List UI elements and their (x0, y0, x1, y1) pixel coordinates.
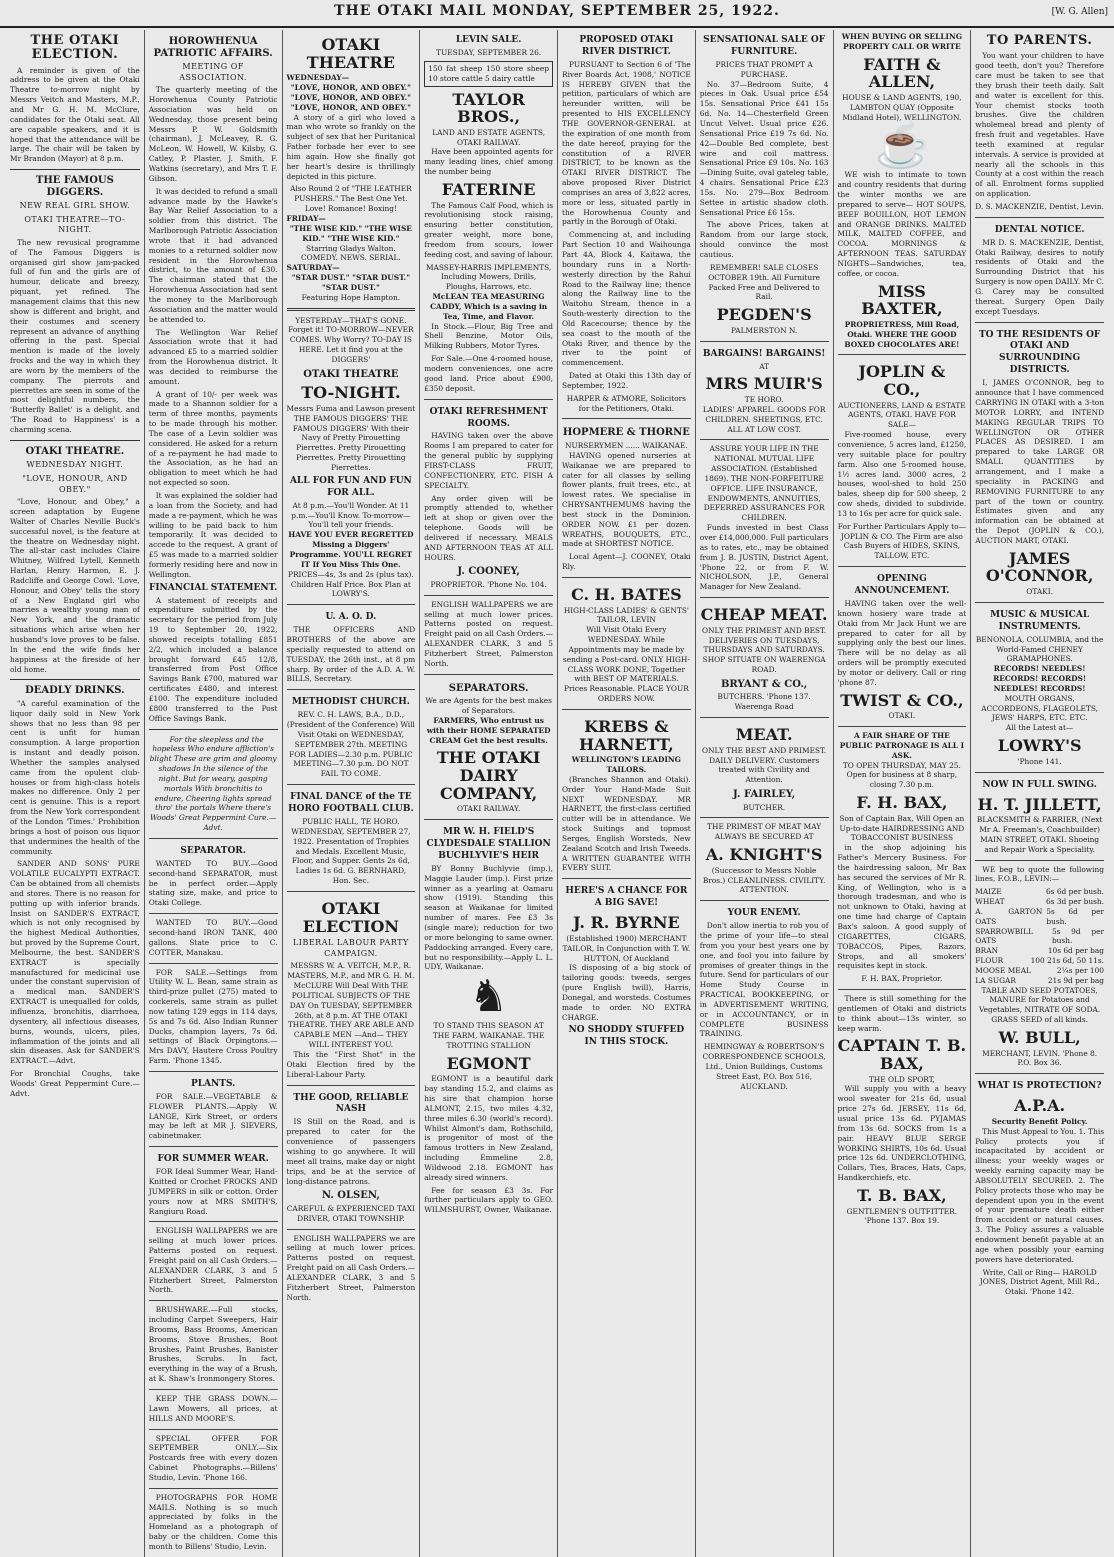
friday-feature: "THE WISE KID." "THE WISE KID." "THE WISE KID." (289, 223, 412, 243)
deadly-drinks-heading: DEADLY DRINKS. (25, 685, 125, 697)
bull-text: WE beg to quote the following lines, F.O.B., LEVIN:— (975, 864, 1104, 884)
financial-paragraph: A statement of receipts and expenditure submitted by the secretary for the period from July 19 to September 20, 1922, showed receipts totalling £851 2/2, which included a balance brought forward £45 12/8, transferred from Post Office Savings Bank £700, matured war certificates £480, and interest £100. The expenditure included £800 transferred to the Post Office Savings Bank. (148, 595, 278, 723)
byrne-name: J. R. BYRNE (573, 913, 680, 933)
friday-star: Starring Gladys Walton. COMEDY. NEWS. SERIAL. (301, 243, 401, 263)
masthead (0, 0, 1114, 28)
masthead-right: [W. G. Allen] (1051, 7, 1108, 17)
egmont-text: EGMONT is a beautiful dark bay standing 15.2, and claims as his sire that champion horse ALMONT, 2.15, two miles 4.32, three miles 6.30 (world's record). Whilst Almont's dam, Rothschild, is progenitor of most of the famous trotters in New Zealand, including Emmeline 2.8, Wildwood 2.18. EGMONT has already sired winners. (424, 1074, 553, 1182)
organs-text: MOUTH ORGANS, ACCORDEONS, FLAGEOLETS, JEWS' HARPS, ETC. ETC. (981, 693, 1098, 723)
furniture-heading: SENSATIONAL SALE OF FURNITURE. (703, 35, 826, 57)
meat-advert (700, 717, 829, 812)
bull-advert (975, 860, 1104, 1069)
parents-heading: TO PARENTS. (986, 33, 1093, 48)
apa-sub: Security Benefit Policy. (991, 1116, 1088, 1126)
bull-foot: TABLE AND SEED POTATOES, MANURE for Potatoes and Vegetables, NITRATE OF SODA. GRASS SEED of all kinds. (979, 985, 1101, 1025)
tonight-heading: TO-NIGHT. (301, 383, 401, 403)
brushware-text: BRUSHWARE.—Full stocks, including Carpet Sweepers, Hair Brooms, Bass Brooms, American Brooms, Stove Brushes, Boot Brushes, Paint Brushes, Banister Brushes, Scrubs. In fact, everything in the way of a Brush, at K. Shaw's Ironmongery Stores. (148, 1305, 278, 1384)
bull-price-list (975, 887, 1104, 985)
brushware-advert (149, 1300, 278, 1384)
patriotic-paragraph-2: It was decided to refund a small advance made by the Hawke's Bay War Relief Association to a soldier from this district. The Marlborough Patriotic Association wrote that it had advanced monies to a returned soldier now resident in the Horowhenua district, to the amount of £30. The chairman stated that the Horowhenua Association had sent the money to the Marlborough Association and the matter would be attended to. (148, 186, 278, 324)
separator-heading: SEPARATOR. (180, 845, 246, 856)
refreshment-text: HAVING taken over the above Rooms I am prepared to cater for the general public by supplying FIRST-CLASS FRUIT, CONFECTIONERY, ETC. FISH A SPECIALTY. (424, 431, 553, 490)
refreshment-heading: OTAKI REFRESHMENT ROOMS. (429, 406, 548, 429)
separator-advert (149, 838, 278, 908)
furniture-text-2: The above Prices, taken at Random from our large stock, should convince the most cautious. (699, 220, 829, 259)
residents-heading: TO THE RESIDENTS OF OTAKI AND SURROUNDING DISTRICTS. (978, 329, 1101, 376)
taylor-sub: LAND AND ESTATE AGENTS, OTAKI RAILWAY. (432, 127, 546, 147)
knight-sub: (Successor to Messrs Noble Bros.) CLEANLINESS. CIVILITY. ATTENTION. (702, 865, 826, 895)
jillett-advert (975, 772, 1104, 855)
apa-question: WHAT IS PROTECTION? (977, 1081, 1102, 1092)
meat-heading: MEAT. (735, 725, 793, 745)
price-row (975, 927, 1104, 947)
river-district-heading: PROPOSED OTAKI RIVER DISTRICT. (579, 35, 674, 57)
price-item: MAIZE (975, 887, 1002, 897)
wallpaper-text-3: ENGLISH WALLPAPERS we are selling at much lower prices. Patterns posted on request. Freight paid on all Cash Orders.—ALEXANDER CLARK, 3 and 5 Fitzherbert Street, Palmerston North. (424, 599, 553, 668)
bax-patronage: A FAIR SHARE OF THE PUBLIC PATRONAGE IS ALL I ASK. (839, 731, 965, 760)
knight-pre: THE PRIMEST OF MEAT MAY ALWAYS BE SECURED AT (707, 822, 822, 842)
bryant-name: BRYANT & CO., (720, 678, 808, 690)
theatre-quote: "LOVE, HONOUR, AND OBEY." (22, 473, 128, 494)
separators-text: We are Agents for the best makes of Separators. (425, 696, 552, 716)
dairy-sub: OTAKI RAILWAY. (456, 804, 521, 814)
meat-text: ONLY THE BEST AND PRIMEST. DAILY DELIVERY. Customers treated with Civility and Attention. (702, 745, 827, 785)
egmont-fee: Fee for season £3 3s. For further particulars apply to GEO. WILMSHURST, Owner, Waikanae. (424, 1185, 553, 1215)
bates-advert (562, 577, 691, 704)
joplin-advert (838, 354, 967, 561)
price-value: 100 21s 6d, 50 11s. (1030, 956, 1104, 966)
captain-foot-2: GENTLEMEN'S OUTFITTER. 'Phone 137. Box 19. (846, 1206, 958, 1226)
oconnor-advert (975, 322, 1104, 597)
saturday-feature: "STAR DUST." "STAR DUST." "STAR DUST." (291, 273, 411, 292)
forsale-text: For Sale.—One 4-roomed house, modern conveniences, one acre good land. Price about £900, £350 deposit. (424, 354, 553, 393)
election-article: A reminder is given of the address to be given at the Otaki Theatre to-morrow night by Messrs Veitch and Masters, M.P., and Mr G. H. M. McClure, candidates for the Otaki seat. All are capable speakers, and it is hoped that the attendance will be large. The chair will be taken by Mr Brandon (Mayor) at 8 p.m. (10, 65, 140, 164)
tonight-text: Messrs Fuma and Lawson present THE FAMOUS DIGGERS' THE FAMOUS DIGGERS' With their Navy of Pretty Pirouetting Pierrettes. Pretty Pirouetting Pierrettes. Pretty Pirouetting Pierrettes. (286, 403, 416, 472)
bates-name: C. H. BATES (571, 584, 682, 604)
farmers-text: FARMERS, Who entrust us with their HOME SEPARATED CREAM Get the best results. (426, 715, 551, 745)
separators-heading: SEPARATORS. (448, 682, 529, 694)
twist-name: TWIST & CO., (840, 690, 964, 710)
insurance-advert (700, 439, 829, 592)
captain-bax-advert (838, 989, 967, 1226)
baxter-text: WE wish to intimate to town and country residents that during the winter months we are prepared to serve— HOT SOUPS, BEEF BOUILLON, HOT LEMON and ORANGE DRINKS. MALTED MILK, MALTED COFFEE, and COCOA. MORNINGS & AFTERNOON TEAS. SATURDAY NIGHTS—Sandwiches, tea, coffee, or cocoa. (837, 170, 967, 278)
krebs-advert (562, 709, 691, 873)
woods-footnote: For Bronchial Coughs, take Woods' Great Peppermint Cure.—Advt. (10, 1069, 140, 1098)
bargains-heading: BARGAINS! BARGAINS! (702, 348, 826, 359)
baxter-sub: PROPRIETRESS, Mill Road, Otaki. WHERE THE GOOD BOXED CHOCOLATES ARE! (844, 319, 960, 349)
patriotic-paragraph-3: The Wellington War Relief Association wrote that it had advanced £5 to a married soldier from the Horowhenua district. It was decided to reimburse the amount. (148, 327, 278, 386)
price-item: BRAN (975, 946, 999, 956)
enemy-advert (700, 900, 829, 1091)
price-row (975, 887, 1104, 897)
faterine-text: The Famous Calf Food, which is revolutionising stock raising, ensuring better constitution, greater weight, more bone, freedom from scours, lower feeding cost, and saving of labour. (424, 200, 553, 259)
captain-pre: There is still something for the gentlemen of Otaki and districts to think about—13s winter, so keep warm. (837, 994, 967, 1033)
election-advert-foot: This the "First Shot" in the Otaki Election fired by the Liberal-Labour Party. (286, 1049, 416, 1079)
election-advert-heading: OTAKI ELECTION (302, 898, 400, 936)
plants-text: FOR SALE.—VEGETABLE & FLOWER PLANTS.—Apply W. LANGE, Kirk Street, or orders may be left at MR J. SIEVERS, cabinetmaker. (148, 1091, 278, 1141)
taylor-text: Have been appointed agents for many leading lines, chief among the number being (424, 147, 553, 177)
column-6 (695, 30, 833, 1557)
cooney-name: J. COONEY, (457, 566, 520, 578)
krebs-sub: WELLINGTON'S LEADING TAILORS. (571, 755, 681, 774)
wednesday-label: WEDNESDAY— (286, 73, 350, 83)
uaod-advert (287, 604, 416, 684)
massey-text: MASSEY-HARRIS IMPLEMENTS, Including Mowers, Drills, Ploughs, Harrows, etc. (425, 262, 552, 292)
oconnor-sub: OTAKI. (1026, 586, 1053, 596)
dental-heading: DENTAL NOTICE. (994, 224, 1085, 235)
bax-text: in the shop adjoining his Father's Mercery Business. For the hairdressing saloon, Mr Bax has secured the services of Mr R. King, of Wellington, who is a thorough tradesman, and who is not unknown to Otaki, having at one time had charge of Captain Bax's saloon. A good supply of CIGARETTES, CIGARS, TOBACCOS, Pipes, Razors, Strops, and all smokers' requisites kept in stock. (837, 843, 967, 971)
egmont-pre: TO STAND THIS SEASON AT THE FARM, WAIKANAE. THE TROTTING STALLION (432, 1021, 545, 1050)
sander-advert: SANDER AND SONS' PURE VOLATILE EUCALYPTI EXTRACT. Can be obtained from all chemists and stores. There is no reason for putting up with inferior brands. Insist on SANDER'S EXTRACT, which is not only recognised by the highest Medical Authorities, but proved by the Supreme Court, Melbourne, the best. SANDER'S EXTRACT is specially manufactured for medicinal use under the constant supervision of a medical man. SANDER'S EXTRACT is unequalled for colds, influenza, bronchitis, diarrhoea, dysentery, all infectious diseases, burns, wounds, ulcers, piles, inflammation of the joints and all skin diseases. Ask for SANDER'S EXTRACT.—Advt. (10, 859, 140, 1066)
faith-sub: HOUSE & LAND AGENTS, 190, LAMBTON QUAY (Opposite Midland Hotel), WELLINGTON. (842, 92, 962, 122)
dental-advert (975, 217, 1104, 317)
patriotic-paragraph-5: It was explained the soldier had a loan from the Society, and had made a re-payment, which he was willing to be paid back to him temporarily. It was decided to accede to the request. A grant of £5 was made to a married soldier formerly residing here and now in Wellington. (148, 491, 278, 579)
prices-text: PRICES—4s, 3s and 2s (plus tax). Children Half Price. Box Plan at LOWRY'S. (288, 569, 414, 599)
separator-text: WANTED TO BUY.—Good second-hand SEPARATOR, must be in perfect order.—Apply stating size, make, and price to Otaki College. (148, 858, 278, 908)
price-value: 2¼s per 100 (1056, 965, 1104, 975)
muir-sub: TE HORO. (744, 395, 784, 405)
refreshment-advert (424, 399, 553, 590)
column-4 (419, 30, 557, 1557)
jillett-name: H. T. JILLETT, (977, 794, 1102, 814)
bull-sub: MERCHANT, LEVIN. 'Phone 8. P.O. Box 36. (982, 1048, 1098, 1068)
river-district-signature: HARPER & ATMORE, Solicitors for the Petitioners, Otaki. (566, 393, 686, 413)
column-1 (6, 30, 144, 1557)
mclean-text: McLEAN TEA MEASURING CADDY, Which is a saving in Tea, Time, and Flavor. (430, 292, 548, 321)
pegden-name: PEGDEN'S (716, 305, 812, 325)
twist-sub: OTAKI. (888, 711, 916, 721)
election-heading: THE OTAKI ELECTION. (30, 33, 120, 63)
river-district-text-2: Commencing at, and including Part Section 10 and Waihounga Part 4A, Block 4, Kaitawa, the boundary runs in a North-westerly direction by the Rahui Road to the Railway line; thence along the Railway line to the Waitohu Stream, thence in a South-westerly direction to the Old Racecourse; thence by the sea coast to the mouth of the Otaki River, and thence by the river to the point of commencement. (562, 230, 691, 368)
wallpaper-advert-2 (287, 1229, 416, 1303)
diggers-heading: THE FAMOUS DIGGERS. (35, 175, 114, 198)
furniture-text: No. 37—Bedroom Suite, 4 pieces in Oak. Usual price £54 15s. Sensational Price £41 15s 6d. No. 14—Chesterfield Green Uncut Velvet. Usual price £26. Sensational Price £19 7s 6d. No. 42—Double Bed complete, best wire and coil mattress. Sensational Price £9 10s. No. 163—Dining Suite, oval gateleg table, 4 chairs. Sensational Price £23 15s. No. 279—Box Bedroom Settee in artistic shadow cloth. Sensational Price £6 15s. (699, 79, 829, 217)
election-advert (287, 891, 416, 1080)
methodist-heading: METHODIST CHURCH. (291, 697, 410, 708)
otaki-theatre-heading: OTAKI THEATRE (306, 35, 395, 72)
settings-text: FOR SALE.—Settings from Utility W. L. Bean, same strain as third-prize pullet (275) mated to cockerels, same strain as pullet now tating 129 eggs in 114 days, 5s and 7s 6d. Also Indian Runner Ducks, champion layers, 7s 6d. settings of Black Orpingtons.—Mrs DAVY, Hautere Cross Poultry Farm. 'Phone 1345. (148, 967, 278, 1066)
furniture-remember: REMEMBER! SALE CLOSES OCTOBER 19th. All Furniture Packed Free and Delivered to Rail. (708, 262, 821, 302)
bates-sub: HIGH-CLASS LADIES' & GENTS' TAILOR, LEVIN (563, 605, 689, 625)
hopmere-agent: Local Agent—J. COONEY, Otaki Rly. (562, 552, 691, 572)
joplin-name: JOPLIN & CO., (858, 362, 946, 399)
apa-foot: Write, Call or Ring— HAROLD JONES, District Agent, Mill Rd., Otaki. 'Phone 142. (979, 1267, 1100, 1297)
byrne-foot: NO SHODDY STUFFED IN THIS STOCK. (568, 1025, 685, 1048)
olsen-sub: CAREFUL & EXPERIENCED TAXI DRIVER, OTAKI TOWNSHIP. (286, 1203, 415, 1223)
levin-sale-stock: 150 fat sheep 150 store sheep 10 store cattle 5 dairy cattle (424, 61, 553, 87)
records-text: RECORDS! NEEDLES! RECORDS! RECORDS! NEEDLES! RECORDS! (993, 664, 1087, 693)
price-value: 21s 9d per bag (1047, 975, 1104, 985)
joplin-text: Five-roomed house, every convenience, 5 acres land, £1250, very suitable place for poultry farm. Also one 5-roomed house, 1½ acres land. 3000 acres, 2 houses, wool-shed to hold 250 bales, sheep dip for 500 sheep, 2 cow sheds, divided to subdivide. 13 to 16s per acre for quick sale. (837, 430, 967, 518)
theatre-article: "Love, Honour, and Obey," a screen adaptation by Eugene Walter of Charles Neville Buck's successful novel, is the feature at the theatre on Wednesday night. The all-star cast includes Claire Whitney, Wilfred Lytell, Kenneth Harlan, Henry Harmon, E. J. Radcliffe and George Cowl. 'Love, Honour, and Obey' tells the story of a New England girl who marries a wealthy young man of New York, and the dramatic situations which arise when her husband's love proves to be false. In the end the wife finds her happiness at the fireside of her old home. (10, 497, 140, 674)
uaod-heading: U. A. O. D. (325, 612, 377, 623)
stallion-text: BY Bonny Buchlyvie (imp.), Maggie Lauder (imp.). First prize winner as a yearling at Oamaru show (1919). Standing this season at Waikanae for limited number of mares. Fee £3 3s (single mare); reduction for two or more belonging to same owner. Paddocking arranged. Every care, but no responsibility.—Apply L. L. UDY, Waikanae. (424, 863, 553, 972)
parents-signature: D. S. MACKENZIE, Dentist, Levin. (975, 201, 1104, 211)
woods-verse: For the sleepless and the hopeless Who endure affliction's blight These are grim and gloomy shadows In the silence of the night. But for weary, gasping mortals With bronchitis to endure, Cheering lights spread thro' the portals Where there's Woods' Great Peppermint Cure.—Advt. (149, 734, 277, 833)
muir-at: AT (759, 361, 770, 371)
iron-tank-advert (149, 913, 278, 957)
bax-advert (838, 726, 967, 984)
yesterday-text: YESTERDAY—THAT'S GONE. Forget it! TO-MORROW—NEVER COMES. Why Worry? TO-DAY IS HERE. Let it find you at the DIGGERS' (288, 315, 414, 364)
column-3 (282, 30, 420, 1557)
plants-heading: PLANTS. (190, 1078, 236, 1089)
latest-text: All the Latest at— (1005, 723, 1074, 733)
opening-heading: OPENING ANNOUNCEMENT. (854, 574, 950, 597)
olsen-name: N. OLSEN, (321, 1190, 380, 1202)
election-advert-sub: LIBERAL LABOUR PARTY CAMPAIGN. (292, 938, 409, 958)
refreshment-text-2: Any order given will be promptly attended to, whether left at shop or given over the telephone. Goods will be delivered if necessary. MEALS AND AFTERNOON TEAS AT ALL HOURS. (424, 493, 553, 562)
lowry-phone: 'Phone 141. (1017, 756, 1062, 766)
fun-lines: At 8 p.m.—You'll Wonder. At 11 p.m.—You'll Know. To-morrow—You'll tell your friends. (291, 500, 411, 530)
byrne-pre: HERE'S A CHANCE FOR A BIG SAVE! (565, 886, 688, 909)
captain-name: CAPTAIN T. B. BAX, (837, 1036, 967, 1074)
fun-heading: ALL FOR FUN AND FUN FOR ALL. (289, 475, 412, 498)
hopmere-sub: NURSERYMEN ...... WAIKANAE. (565, 440, 688, 450)
bax-open: TO OPEN THURSDAY, MAY 25. Open for business at 8 sharp, closing 7.30 p.m. (842, 760, 961, 790)
muir-text: LADIES' APPAREL. GOODS FOR CHILDREN. SHEETINGS, ETC. ALL AT LOW COST. (702, 404, 826, 434)
hopmere-heading: HOPMERE & THORNE (562, 427, 690, 439)
patriotic-heading: HOROWHENUA PATRIOTIC AFFAIRS. (153, 36, 273, 59)
wednesday-feature: "LOVE, HONOR, AND OBEY." "LOVE, HONOR, AND OBEY." "LOVE, HONOR, AND OBEY." (290, 83, 412, 112)
uaod-text: THE OFFICERS AND BROTHERS of the above are specially requested to attend on TUESDAY, the 26th inst., at 8 pm sharp. By order of the A.D. A. W. BILLS, Secretary. (286, 625, 416, 684)
bax-proprietor: F. H. BAX, Proprietor. (861, 974, 943, 984)
photographs-advert (149, 1488, 278, 1552)
price-row (975, 976, 1104, 986)
column-7 (833, 30, 971, 1557)
baxter-name: MISS BAXTER, (861, 281, 943, 319)
oconnor-text: I, JAMES O'CONNOR, beg to announce that I have commenced CARRYING IN OTAKI with a 3-ton MOTOR LORRY, and INTEND MAKING REGULAR TRIPS TO WELLINGTON OR OTHER PLACES AS DESIRED. I am prepared to take LARGE OR SMALL QUANTITIES by arrangement, and I make a speciality in PACKING and REMOVING FURNITURE to any part of the town or country. Estimates given and any information can be obtained at the Depot (JOPLIN & CO.), AUCTION MART, OTAKI. (975, 378, 1104, 545)
nash-text: IS Still on the Road, and is prepared to cater for the convenience of passengers wishing to go anywhere. It will meet all trains, make day or night trips, and be at the service of long-distance patrons. (286, 1117, 416, 1186)
special-offer-advert (149, 1429, 278, 1483)
byrne-advert (562, 878, 691, 1049)
muir-advert (700, 341, 829, 435)
faterine-heading: FATERINE (441, 179, 536, 199)
price-row (975, 966, 1104, 976)
methodist-advert (287, 689, 416, 779)
patriotic-subheading: MEETING OF ASSOCIATION. (179, 62, 248, 82)
pegden-sub: PALMERSTON N. (730, 325, 798, 335)
dance-text: PUBLIC HALL, TE HORO. WEDNESDAY, SEPTEMBER 27, 1922. Presentation of Trophies and Medals. Excellent Music, Floor, and Supper. Gents 2s 6d, Ladies 1s 6d. G. BERNHARD, Hon. Sec. (291, 817, 411, 886)
bates-text: Will Visit Otaki Every WEDNESDAY. While Appointments may be made by sending a Post-card. ONLY HIGH-CLASS WORK DONE, Together with BEST OF MATERIALS. Prices Reasonable. PLACE YOUR ORDERS NOW. (562, 625, 690, 704)
captain-foot: T. B. BAX, (857, 1185, 947, 1205)
methodist-text: REV. C. H. LAWS, B.A., D.D., (President of the Conference) Will Visit Otaki on WEDNESDAY, SEPTEMBER 27th. MEETING FOR LADIES—2.30 p.m. PUBLIC MEETING—7.30 p.m. DO NOT FAIL TO COME. (286, 710, 415, 779)
columns (6, 30, 1108, 1551)
horse-icon: ♞ (468, 971, 509, 1023)
cooney-sub: PROPRIETOR. 'Phone No. 104. (430, 579, 547, 589)
nash-heading: THE GOOD, RELIABLE NASH (293, 1092, 409, 1115)
separators-advert (424, 674, 553, 814)
joplin-sub: AUCTIONEERS, LAND & ESTATE AGENTS, OTAKI. HAVE FOR SALE— (838, 400, 966, 430)
theatre-subheading: WEDNESDAY NIGHT. (26, 460, 124, 470)
insurance-text-2: Funds invested in best Class over £14,000,000. Full particulars as to rates, etc., may be obtained from J. B. JUSTIN, District Agent, 'Phone 22, or from F. W. NICHOLSON, J.P., General Manager for New Zealand. (699, 523, 829, 592)
dance-advert (287, 784, 416, 886)
teapot-icon: ☕ (874, 120, 930, 172)
furniture-sub: PRICES THAT PROMPT A PURCHASE. (715, 59, 813, 79)
cheap-meat-text: DELIVERIES ON TUESDAYS, THURSDAYS AND SATURDAYS. SHOP SITUATE ON WAERENGA ROAD. (702, 635, 826, 675)
hopmere-text: HAVING opened nurseries at Waikanae we are prepared to cater for all classes by selling flower plants, fruit trees, etc., at lowest rates. We specialise in CHRYSANTHEMUMS having the best stock in the Dominion. ORDER NOW. £1 per dozen. WREATHS, BOUQUETS, ETC., made at SHORTEST NOTICE. (562, 450, 691, 549)
price-value: 5s 6d per bush. (1046, 906, 1104, 926)
iron-tank-text: WANTED TO BUY.—Good second-hand IRON TANK, 400 gallons. State price to C. COTTER, Manakau. (148, 918, 278, 957)
apa-name: A.P.A. (1014, 1096, 1066, 1116)
bryant-sub: BUTCHERS. 'Phone 137. Waerenga Road (717, 692, 811, 712)
saturday-star: Featuring Hope Hampton. (301, 292, 401, 302)
patriotic-paragraph-4: A grant of 10/- per week was made to a Shannon soldier for a term of three months, payments to be made through his mother. The case of a Levin soldier was considered. He asked for a return of a re-payment he had made to the Association, as he had an obligation to meet which he had not expected so soon. (148, 389, 278, 488)
captain-sub: THE OLD SPORT, (868, 1074, 935, 1084)
cheap-meat-heading: CHEAP MEAT. (700, 605, 828, 625)
egmont-heading: EGMONT (446, 1053, 531, 1073)
regret-text: HAVE YOU EVER REGRETTED Missing a Diggers' Programme. YOU'LL REGRET IT If You Miss This One. (288, 530, 414, 569)
taylor-name: TAYLOR BROS., (452, 89, 525, 127)
price-row (975, 956, 1104, 966)
captain-text: Will supply you with a heavy wool sweater for 21s 6d, usual price 27s 6d. JERSEY, 11s 6d, usual price 13s 6d. PYJAMAS from 13s 6d. SOCKS from 1s a pair. HEAVY BLUE SERGE WORKING SHIRTS, 10s 6d. Usual price 12s 6d. UNDERCLOTHING, Collars, Ties, Braces, Hats, Caps, Handkerchiefs, etc. (837, 1084, 967, 1183)
hopmere-advert (562, 418, 691, 571)
dairy-name: THE OTAKI DAIRY COMPANY, (436, 748, 541, 803)
summer-advert (149, 1146, 278, 1216)
price-item: A. GARTON OATS (975, 906, 1043, 926)
wednesday-text: A story of a girl who loved a man who wrote so frankly on the subject of sex that her Puritanical Father forbade her ever to see him again. How she finally got her heart's desire is thrillingly depicted in this picture. (286, 112, 416, 181)
enemy-heading: YOUR ENEMY. (727, 908, 801, 919)
music-text: BENONOLA, COLUMBIA, and the World-Famed CHENEY GRAMAPHONES. (975, 634, 1104, 664)
opening-text: HAVING taken over the well-known hosiery ware trade at Otaki from Mr Jack Hunt we are prepared to cater for all by supplying only the best our lines. There will be no delay as all orders will be promptly executed by motor or delivery. Call or ring 'phone 87. (837, 599, 967, 687)
settings-advert (149, 963, 278, 1066)
diggers-subheading-2: OTAKI THEATRE—TO-NIGHT. (24, 214, 126, 235)
lowry-advert (975, 602, 1104, 767)
dance-heading: FINAL DANCE of the TE HORO FOOTBALL CLUB. (288, 792, 414, 815)
fairley-sub: BUTCHER. (743, 802, 786, 812)
photographs-text: PHOTOGRAPHS FOR HOME MAILS. Nothing is so much appreciated by folks in the Homeland as a photograph of baby or the children. Come this month to Billens' Studio, Levin. (148, 1492, 278, 1551)
price-value: 10s 6d per bag (1047, 946, 1104, 956)
deadly-drinks-article: "A careful examination of the liquor daily sold in New York shows that no less than 98 per cent is unfit for human consumption. A large proportion is instant and deadly poison. Whether the samples analysed came from the opulent club-houses or from high-class hotels makes no difference. Only 2 per cent is genuine. This is a report from the New York correspondent of the London 'Times.' Prohibition brings a host of poison ous liquor that undermines the health of the community. (10, 698, 140, 856)
grass-text: KEEP THE GRASS DOWN.—Lawn Mowers, all prices, at HILLS AND MOORE'S. (148, 1394, 278, 1423)
price-item: WHEAT (975, 897, 1005, 907)
wallpaper-text-2: ENGLISH WALLPAPERS we are selling at much lower prices. Patterns posted on request. Freight paid on all Cash Orders.—ALEXANDER CLARK, 3 and 5 Fitzherbert Street, Palmerston North. (286, 1233, 416, 1302)
opening-advert (838, 566, 967, 721)
hemingway-text: HEMINGWAY & ROBERTSON'S CORRESPONDENCE SCHOOLS, Ltd., Union Buildings, Customs Street East, P.O. Box 516, AUCKLAND. (702, 1042, 826, 1091)
column-2 (144, 30, 282, 1557)
parents-text: You want your children to have good teeth, don't you? Therefore care must be taken to see that they brush their teeth daily. Salt and water is excellent for this. Your chemist stocks tooth brushes. Give the children wholemeal bread and plenty of fresh fruit and vegetables. Have teeth examined at regular intervals. A service is provided at nearly all the schools in this County at a cost within the reach of all. Enrolment forms supplied on application. (975, 51, 1104, 199)
column-5 (557, 30, 695, 1557)
knight-name: A. KNIGHT'S (705, 845, 823, 865)
levin-sale-date: TUESDAY, SEPTEMBER 26. (436, 47, 542, 57)
joplin-foot: For Further Particulars Apply to— JOPLIN & CO. The Firm are also Cash Buyers of HIDES, SKINS, TALLOW, ETC. (837, 521, 966, 561)
river-district-text-3: Dated at Otaki this 13th day of September, 1922. (562, 371, 691, 390)
stallion-advert (424, 819, 553, 972)
price-value: 6s 3d per bush. (1045, 897, 1104, 907)
friday-label: FRIDAY— (286, 214, 326, 223)
election-advert-text: MESSRS W. A. VEITCH, M.P., R. MASTERS, M.P., and MR G. H. M. McCLURE Will Deal With THE POLITICAL SUBJECTS OF THE DAY On TUESDAY, SEPTEMBER 26th, at 8 p.m. AT THE OTAKI THEATRE. THEY ARE ABLE AND CAPABLE MEN —And— THEY WILL INTEREST YOU. (287, 961, 415, 1050)
plants-advert (149, 1071, 278, 1141)
price-row (975, 946, 1104, 956)
cheap-meat-advert (700, 597, 829, 712)
wednesday-support: Also Round 2 of "THE LEATHER PUSHERS." The Best One Yet. Love! Romance! Boxing! (290, 184, 412, 214)
byrne-text: IS disposing of a big stock of tailoring goods: tweeds, serges (pure English twill), Harris, Donegal, and worsteds. Costumes made to order. NO EXTRA CHARGE. (562, 963, 691, 1022)
lowry-name: LOWRY'S (997, 736, 1082, 756)
jillett-sub: BLACKSMITH & FARRIER, (Next Mr A. Freeman's, Coachbuilder) MAIN STREET, OTAKI. Shoeing and Repair Work a Speciality. (976, 815, 1103, 854)
wallpaper-advert-3 (424, 595, 553, 669)
price-item: MOOSE MEAL (975, 965, 1031, 975)
price-value: 5s 9d per bush. (1051, 926, 1104, 946)
river-district-text: PURSUANT to Section 6 of 'The River Boards Act, 1908,' NOTICE IS HEREBY GIVEN that the petition, particulars of which are hereunder written, will be presented to HIS EXCELLENCY THE GOVERNOR-GENERAL at the expiration of one month from the date hereof, praying for the constitution of a RIVER DISTRICT, to be known as the OTAKI RIVER DISTRICT. The above proposed River District comprises an area of 3,822 acres, more or less, situated partly in the Horowhenua County and partly in the Borough of Otaki. (562, 59, 691, 227)
cheap-meat-sub: ONLY THE PRIMEST AND BEST. (702, 625, 827, 635)
special-offer-text: SPECIAL OFFER FOR SEPTEMBER ONLY.—Six Postcards free with every dozen Cabinet Photographs.—Billens' Studio, Levin. 'Phone 166. (148, 1433, 278, 1482)
music-heading: MUSIC & MUSICAL INSTRUMENTS. (990, 609, 1090, 632)
saturday-label: SATURDAY— (286, 263, 340, 273)
summer-heading: FOR SUMMER WEAR. (157, 1154, 269, 1165)
knight-advert (700, 817, 829, 895)
dental-text: MR D. S. MACKENZIE, Dentist, Otaki Railway, desires to notify residents of Otaki and the Surrounding District that his Surgery is now open DAILY. Mr C. G. Carey may be consulted thereat. Surgery Open Daily except Tuesdays. (975, 237, 1104, 316)
enemy-text: Don't allow inertia to rob you of the prime of your life—to steal from you your best years one by one, and fool you into failure by promises of greater things in the future. Send for particulars of our Home Study Course in PRACTICAL BOOKKEEPING, or in ADVERTISEMENT WRITING, or in ACCOUNTANCY, or in COMPLETE BUSINESS TRAINING. (699, 921, 829, 1039)
levin-sale-heading: LEVIN SALE. (455, 35, 522, 45)
fairley-name: J. FAIRLEY, (733, 789, 796, 801)
insurance-text: ASSURE YOUR LIFE IN THE NATIONAL MUTUAL LIFE ASSOCIATION. (Established 1869). THE NON-FORFEITURE OFFICE. LIFE INSURANCE, ENDOWMENTS, ANNUITIES, DEFERRED ASSURANCES FOR CHILDREN. (703, 444, 825, 523)
faith-name: FAITH & ALLEN, (863, 54, 941, 92)
muir-name: MRS MUIR'S (705, 374, 823, 394)
byrne-sub: (Established 1900) MERCHANT TAILOR, In Conjunction with T. W. HUTTON, Of Auckland (562, 933, 691, 963)
diggers-subheading: NEW REAL GIRL SHOW. (19, 201, 131, 211)
stallion-heading: MR W. H. FIELD'S CLYDESDALE STALLION BUCHLYVIE'S HEIR (426, 827, 551, 861)
grass-advert (149, 1389, 278, 1424)
apa-text: This Must Appeal to You. 1. This Policy protects you if incapacitated by accident or illness; your weekly wages or weekly earning capacity may be ABSOLUTELY SECURED. 2. The Policy protects those who may be dependent upon you in the event of your premature death either from accident or natural causes. 3. The Policy assures a valuable endowment benefit payable at an age when possibly your earning powers have deteriorated. (975, 1126, 1104, 1264)
swing-heading: NOW IN FULL SWING. (982, 779, 1097, 790)
price-row (975, 907, 1104, 927)
column-8 (970, 30, 1108, 1557)
price-item: LA SUGAR (975, 975, 1016, 985)
bax-sub: Son of Captain Bax, Will Open an Up-to-date HAIRDRESSING AND TOBACCONIST BUSINESS (839, 813, 965, 843)
masthead-title: THE OTAKI MAIL MONDAY, SEPTEMBER 25, 1922. (334, 3, 780, 19)
price-item: FLOUR (975, 956, 1004, 966)
theatre-heading: OTAKI THEATRE. (25, 445, 125, 457)
apa-advert (975, 1073, 1104, 1297)
stock-text: In Stock.—Flour, Big Tree and Shell Benzine, Motor Oils, Milking Rubbers, Motor Tyres. (424, 321, 553, 351)
summer-text: FOR Ideal Summer Wear, Hand-Knitted or Crochet FROCKS AND JUMPERS in silk or cotton. Order yours now at MRS SMITH'S, Rangiuru Road. (148, 1167, 278, 1216)
bax-name: F. H. BAX, (856, 793, 948, 813)
price-row (975, 897, 1104, 907)
otaki-theatre-label: OTAKI THEATRE (303, 368, 399, 380)
price-item: SPARROWBILL OATS (975, 926, 1033, 946)
nash-advert (287, 1085, 416, 1224)
wallpaper-advert (149, 1221, 278, 1295)
price-value: 6s 6d per bush. (1045, 887, 1104, 897)
patriotic-paragraph-1: The quarterly meeting of the Horowhenua County Patriotic Association was held on Wednesday, those present being Messrs P. W. Goldsmith (chairman), J. McLeavey, R. G. McLeon, W. Howell, W. Kilsby, G. Catley, P. Plaster, J. Smith, F. Watkins (secretary), and Mrs T. F. Gibson. (148, 85, 278, 183)
krebs-name: KREBS & HARNETT, (579, 716, 674, 754)
krebs-text: (Branches Shannon and Otaki). Order Your Hand-Made Suit NEXT WEDNESDAY. MR HARNETT, the first-class certified cutter will be in attendance. We stock Suitings and topmost Serges, English Worsteds, New Zealand Scotch and Irish Tweeds. A WRITTEN GUARANTEE WITH EVERY SUIT. (562, 774, 691, 873)
financial-heading: FINANCIAL STATEMENT. (148, 582, 278, 593)
faith-pre: WHEN BUYING OR SELLING PROPERTY CALL OR WRITE (841, 32, 963, 51)
oconnor-name: JAMES O'CONNOR, (985, 548, 1094, 586)
diggers-article: The new revusical programme of The Famous Diggers is organised girl show jam-packed full of fun and the girls are of humour, delicate and breezy, piquant, yet refined. The management claims that this new show is different and bright, and their costumes and scenery represent an advance of anything offering in the past. Special mention is made of the lovely frocks and the way in which they are worn by the members of the company. The pierrots and pierrettes are seen in some of the most delightful numbers, the 'Butterfly Ballet' is a delight, and 'The Road to Happiness' is a charming scena. (10, 237, 140, 434)
wallpaper-text: ENGLISH WALLPAPERS we are selling at much lower prices. Patterns posted on request. Freight paid on all Cash Orders.—ALEXANDER CLARK, 3 and 5 Fitzherbert Street, Palmerston North. (148, 1226, 278, 1295)
bull-name: W. BULL, (998, 1028, 1081, 1048)
